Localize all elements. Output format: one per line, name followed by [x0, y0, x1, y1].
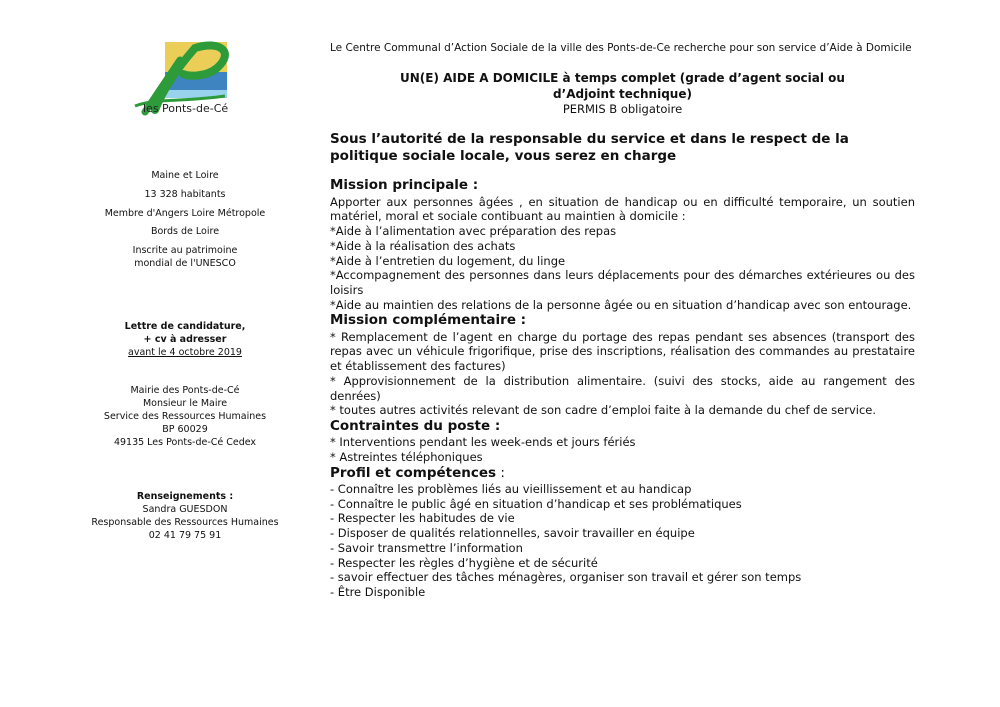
- section-line: - Être Disponible: [330, 585, 426, 599]
- info-line: 13 328 habitants: [144, 188, 226, 200]
- license-requirement: PERMIS B obligatoire: [562, 102, 683, 117]
- application-deadline: avant le 4 octobre 2019: [128, 346, 242, 358]
- address-line: Monsieur le Maire: [142, 398, 228, 410]
- section-title: [330, 465, 915, 482]
- section-line: - Respecter les habitudes de vie: [330, 511, 515, 526]
- section-line: *Aide à la réalisation des achats: [330, 238, 516, 253]
- section-line: * Remplacement de l’agent en charge du portage des repas pendant ses absences (transport des repas avec un véhicule frigorifique, prise des inscriptions, réalisation des commandes au prestataire et établissement des factures): [330, 329, 915, 374]
- section-line: - Disposer de qualités relationnelles, savoir travailler en équipe: [330, 526, 695, 541]
- section-line: *Aide à l’alimentation avec préparation des repas: [330, 224, 617, 239]
- section-profile: [330, 465, 915, 600]
- section-title: Mission complémentaire :: [330, 312, 527, 329]
- section-line: - Connaître les problèmes liés au vieillissement et au handicap: [330, 481, 692, 496]
- profile-title-suffix: :: [496, 464, 505, 481]
- job-title: UN(E) AIDE A DOMICILE à temps complet (grade d’agent social ou d’Adjoint technique): [400, 71, 845, 101]
- sidebar: [85, 40, 285, 543]
- contact-name: Sandra GUESDON: [142, 504, 228, 516]
- application-line: Lettre de candidature,: [124, 320, 246, 332]
- section-line: * Approvisionnement de la distribution alimentaire. (suivi des stocks, aide au rangement des denrées): [330, 373, 915, 403]
- info-line: Inscrite au patrimoine: [132, 245, 238, 257]
- intro-text: Le Centre Communal d’Action Sociale de la ville des Ponts-de-Ce recherche pour son service d’Aide à Domicile: [330, 42, 912, 54]
- contact-info: [85, 491, 285, 542]
- section-line: Apporter aux personnes âgées , en situation de handicap ou en difficulté temporaire, un soutien matériel, moral et sociale contibuant au maintien à domicile :: [330, 194, 915, 224]
- section-constraints: [330, 418, 915, 465]
- section-line: - Connaître le public âgé en situation d’handicap et ses problématiques: [330, 496, 742, 511]
- city-info: [85, 170, 285, 271]
- contact-role: Responsable des Ressources Humaines: [91, 517, 279, 528]
- section-line: * Astreintes téléphoniques: [330, 449, 483, 464]
- address-line: Mairie des Ponts-de-Cé: [130, 385, 240, 397]
- application-line: + cv à adresser: [143, 333, 227, 345]
- section-main-mission: [330, 177, 915, 312]
- address-line: BP 60029: [162, 423, 208, 435]
- section-line: * Interventions pendant les week-ends et jours fériés: [330, 435, 636, 450]
- job-offer: [330, 42, 915, 600]
- city-logo: [125, 40, 245, 120]
- section-title: Contraintes du poste :: [330, 418, 501, 434]
- mailing-address: [85, 385, 285, 449]
- section-line: - Respecter les règles d’hygiène et de sécurité: [330, 555, 598, 570]
- section-line: - savoir effectuer des tâches ménagères, organiser son travail et gérer son temps: [330, 570, 802, 585]
- contact-title: Renseignements :: [136, 491, 234, 503]
- section-line: *Accompagnement des personnes dans leurs déplacements pour des démarches extérieures ou des loisirs: [330, 268, 915, 297]
- section-title: Mission principale :: [330, 177, 479, 194]
- info-line: Bords de Loire: [150, 226, 220, 238]
- authority-statement: Sous l’autorité de la responsable du service et dans le respect de la politique sociale locale, vous serez en charge: [330, 130, 849, 165]
- section-line: * toutes autres activités relevant de son cadre d’emploi faite à la demande du chef de service.: [330, 403, 877, 418]
- info-line: mondial de l'UNESCO: [134, 258, 236, 270]
- section-line: *Aide à l’entretien du logement, du linge: [330, 253, 566, 268]
- application-info: [85, 321, 285, 359]
- section-complementary-mission: [330, 312, 915, 418]
- section-line: *Aide au maintien des relations de la personne âgée ou en situation d’handicap avec son entourage.: [330, 297, 912, 312]
- contact-phone: 02 41 79 75 91: [148, 529, 222, 541]
- logo-text: les Ponts-de-Cé: [143, 102, 229, 115]
- profile-title: Profil et compétences: [330, 464, 497, 481]
- info-line: Membre d'Angers Loire Métropole: [104, 207, 266, 219]
- address-line: Service des Ressources Humaines: [103, 410, 267, 422]
- info-line: Maine et Loire: [151, 170, 219, 181]
- address-line: 49135 Les Ponts-de-Cé Cedex: [113, 436, 257, 448]
- section-line: - Savoir transmettre l’information: [330, 540, 523, 555]
